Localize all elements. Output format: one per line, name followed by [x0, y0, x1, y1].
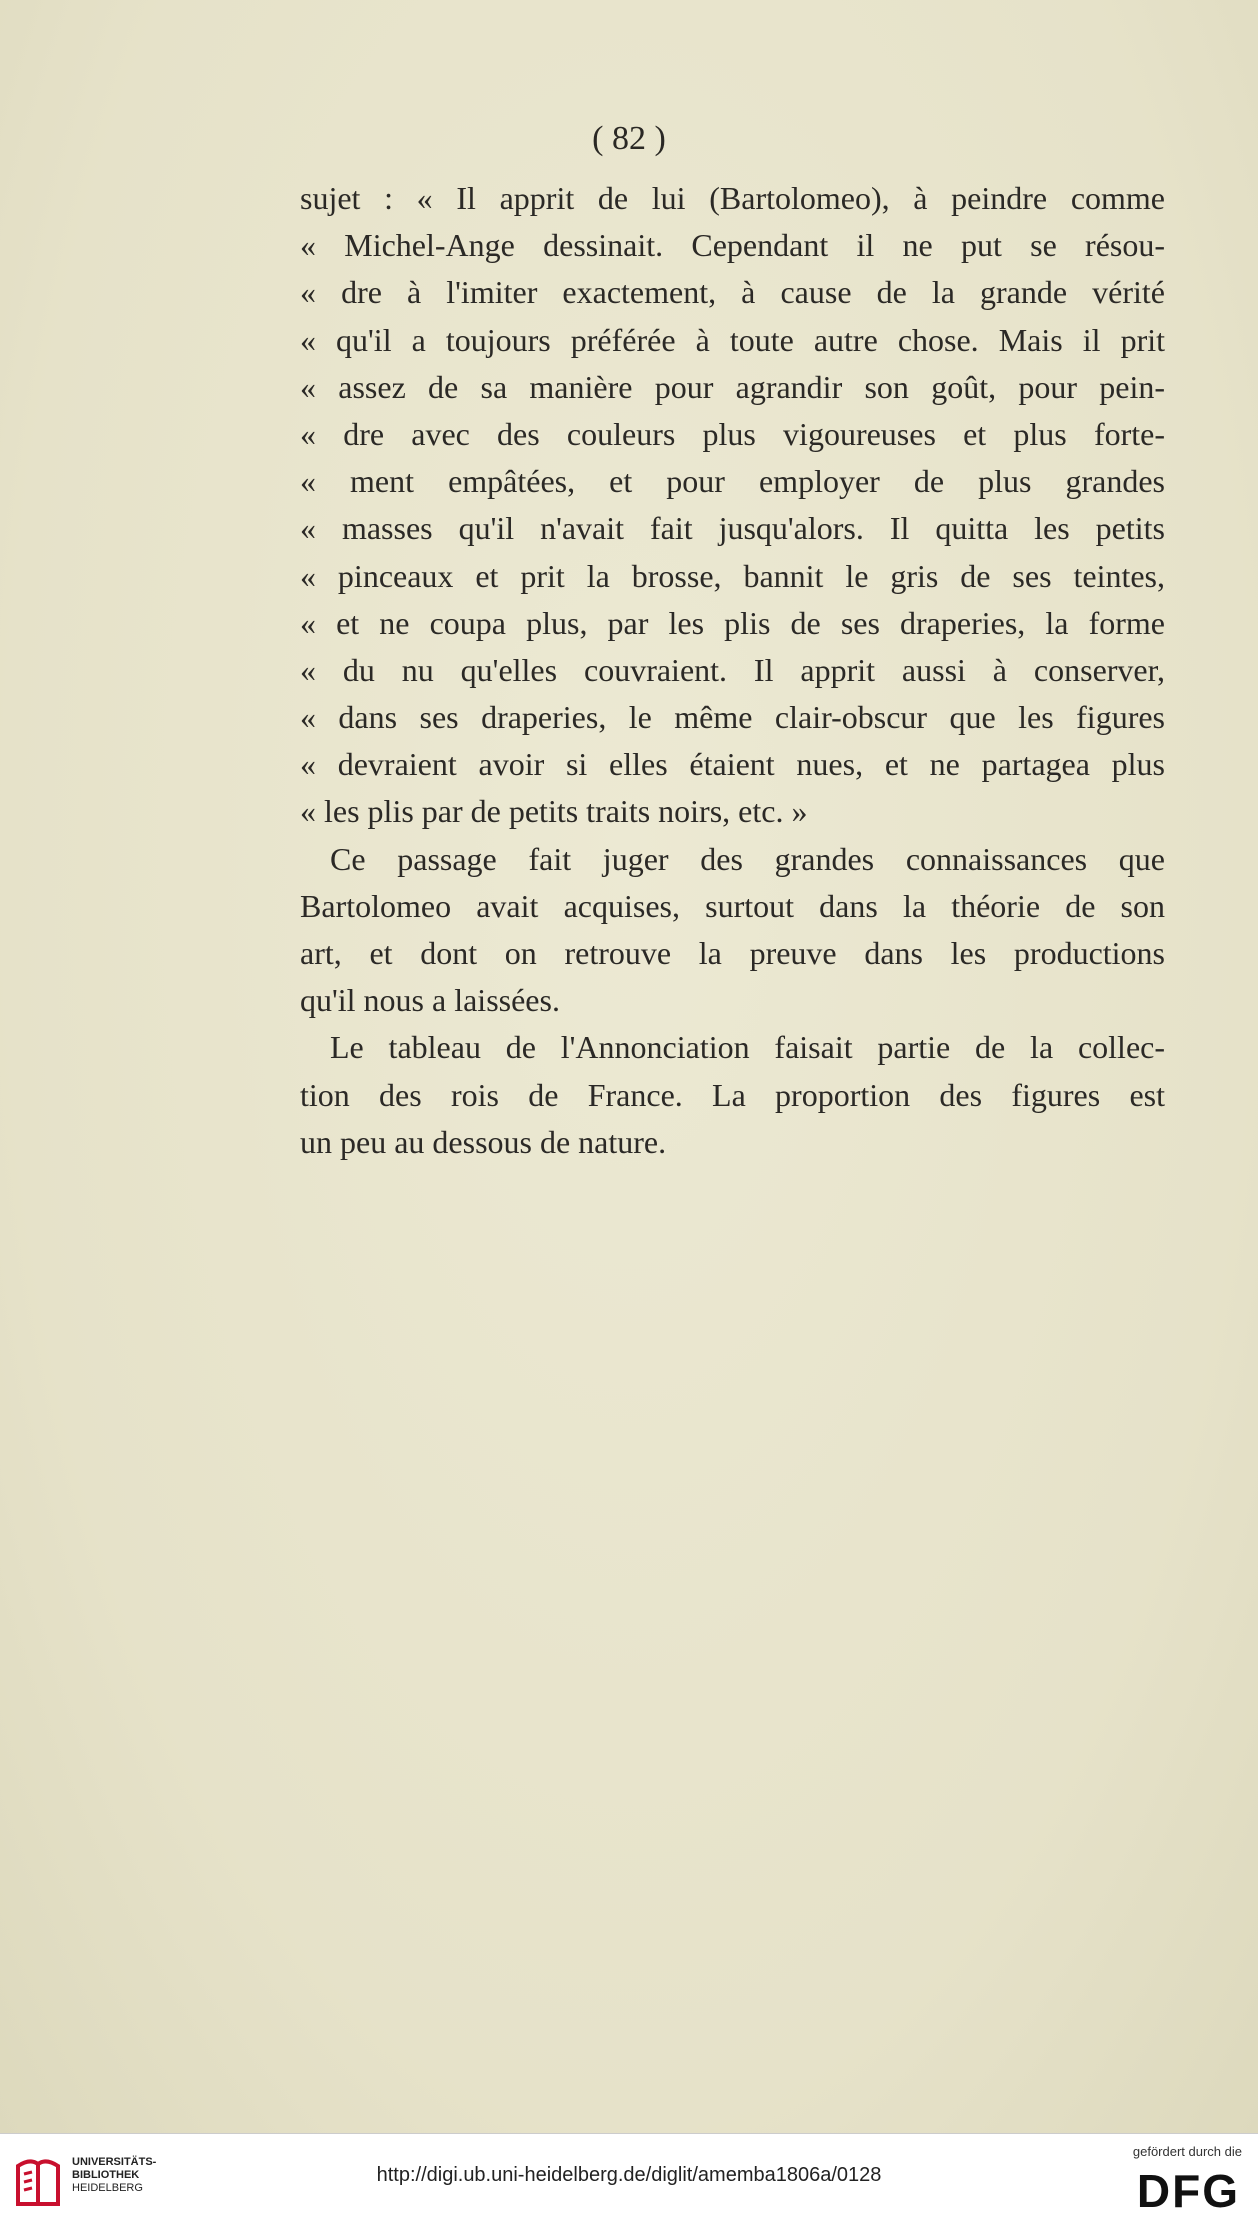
text-line: « Michel-Ange dessinait. Cependant il ne put se résou-	[300, 227, 1165, 264]
institution-line-2: BIBLIOTHEK	[72, 2169, 140, 2181]
sponsor-note: gefördert durch die	[1132, 2144, 1242, 2159]
permalink-url[interactable]: http://digi.ub.uni-heidelberg.de/diglit/amemba1806a/0128	[376, 2164, 882, 2186]
text-line: « devraient avoir si elles étaient nues, et ne partagea plus	[300, 746, 1165, 783]
text-line: « dans ses draperies, le même clair-obscur que les figures	[300, 699, 1165, 736]
text-line: « dre à l'imiter exactement, à cause de la grande vérité	[300, 274, 1165, 311]
dfg-logo: DFG	[1136, 2165, 1240, 2217]
text-line: tion des rois de France. La proportion des figures est	[300, 1076, 1165, 1113]
institution-line-3: HEIDELBERG	[72, 2182, 143, 2194]
text-line: qu'il nous a laissées.	[300, 982, 560, 1019]
text-line: « du nu qu'elles couvraient. Il apprit aussi à conserver,	[300, 651, 1165, 688]
text-line: « et ne coupa plus, par les plis de ses draperies, la forme	[300, 604, 1165, 641]
body-text	[300, 175, 1165, 1166]
text-line: « les plis par de petits traits noirs, etc. »	[300, 793, 808, 830]
text-line: « masses qu'il n'avait fait jusqu'alors. Il quitta les petits	[300, 510, 1165, 547]
text-line: « assez de sa manière pour agrandir son goût, pour pein-	[300, 368, 1165, 405]
viewer-footer	[0, 2133, 1258, 2224]
text-line: sujet : « Il apprit de lui (Bartolomeo), à peindre comme	[300, 180, 1165, 216]
institution-line-1: UNIVERSITÄTS-	[72, 2156, 157, 2168]
text-line: « pinceaux et prit la brosse, bannit le gris de ses teintes,	[300, 557, 1165, 594]
text-line: Bartolomeo avait acquises, surtout dans la théorie de son	[300, 887, 1165, 924]
page-number: ( 82 )	[592, 120, 666, 157]
text-line: art, et dont on retrouve la preuve dans les productions	[300, 935, 1165, 971]
text-line: « dre avec des couleurs plus vigoureuses et plus forte-	[300, 415, 1165, 452]
text-line: « qu'il a toujours préférée à toute autre chose. Mais il prit	[300, 321, 1165, 358]
text-line: « ment empâtées, et pour employer de plus grandes	[300, 463, 1165, 500]
text-line: un peu au dessous de nature.	[300, 1123, 667, 1160]
paragraph-start-line: Le tableau de l'Annonciation faisait partie de la collec-	[330, 1029, 1165, 1066]
paragraph-start-line: Ce passage fait juger des grandes connaissances que	[330, 840, 1165, 877]
